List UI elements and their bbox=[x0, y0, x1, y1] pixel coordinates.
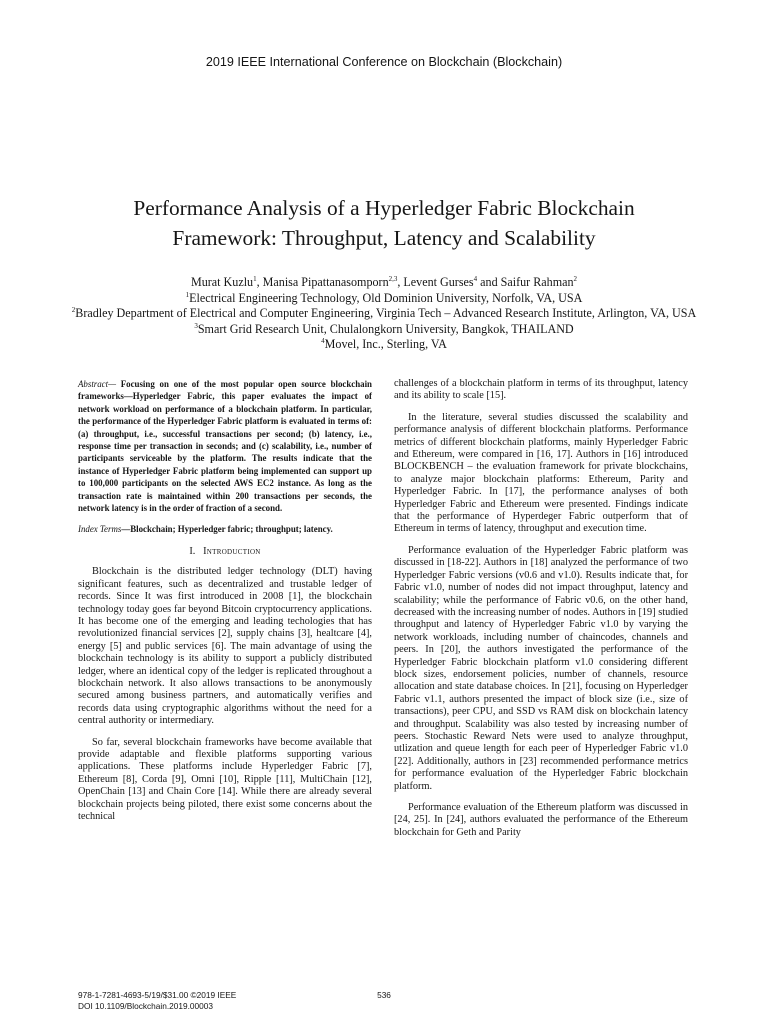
author-name: Murat Kuzlu bbox=[190, 275, 254, 289]
body-paragraph: Blockchain is the distributed ledger technology (DLT) having significant features, such as decentralized and trustable ledger of records. Since It was first introduced in 2008 [1], the blockchain technology today goes far beyond Bitcoin cryptocurrency applications. It has become one of the emerging and leading techologies that has revolutionized financial services [2], supply chains [3], healtcare [4], energy [5] and public services [6]. The main advantage of using the blockchain technology is its ability to support a publicly distributed ledger, where an identical copy of the ledger is replicated throughout a blockchain network. It also allows transactions to be anonymously secured among business partners, and automatically verifies and records data using cryptographic algorithms without the need for a central authority or intermediary. bbox=[78, 566, 372, 727]
author-affil-sup: 2 bbox=[573, 274, 578, 283]
author-name: Levent Gurses bbox=[403, 275, 474, 289]
affiliation bbox=[0, 337, 768, 353]
author-separator: , bbox=[256, 275, 263, 289]
abstract-text: Focusing on one of the most popular open source blockchain frameworks—Hyperledger Fabric, this paper evaluates the impact of network workload on performance of a blockchain platform. In particular, the performance of the Hyperledger Fabric platform is evaluated in terms of: (a) throughput, i.e., successful transactions per second; (b) latency, i.e., response time per transaction in seconds; and (c) scalability, i.e., number of participants serviceable by the platform. The results indicate that the instance of Hyperledger Fabric platform being implemented can support up to 100,000 participants on the selected AWS EC2 instance. As long as the transaction rate is maintained within 200 transactions per seconds, the network latency is in the order of fraction of a second. bbox=[78, 379, 372, 514]
section-number: I. bbox=[189, 545, 196, 557]
affiliation bbox=[0, 322, 768, 338]
affiliation-sup: 4 bbox=[321, 337, 325, 346]
affiliation-text: Electrical Engineering Technology, Old Dominion University, Norfolk, VA, USA bbox=[189, 290, 583, 305]
body-paragraph: So far, several blockchain frameworks have become available that provide adaptable and flexible platforms supporting various applications. These platforms include Hyperledger Fabric [7], Ethereum [8], Corda [9], Omni [10], Ripple [11], MultiChain [12], OpenChain [13] and Chain Core [14]. While there are already several blockchain projects being piloted, there exist some concerns about the technical bbox=[78, 736, 372, 822]
page-number: 536 bbox=[377, 990, 391, 1000]
title-line-2: Framework: Throughput, Latency and Scalability bbox=[172, 226, 596, 250]
affiliation-text: Bradley Department of Electrical and Computer Engineering, Virginia Tech – Advanced Research Institute, Arlington, VA, USA bbox=[75, 306, 697, 321]
footer-isbn: 978-1-7281-4693-5/19/$31.00 ©2019 IEEE bbox=[78, 990, 237, 1000]
conference-header: 2019 IEEE International Conference on Blockchain (Blockchain) bbox=[205, 55, 563, 69]
author-name: Manisa Pipattanasomporn bbox=[262, 275, 389, 289]
title-line-1: Performance Analysis of a Hyperledger Fabric Blockchain bbox=[133, 196, 635, 220]
author-separator: , bbox=[397, 275, 404, 289]
body-paragraph: Performance evaluation of the Ethereum platform was discussed in [24, 25]. In [24], authors evaluated the performance of the Ethereum blockchain for Geth and Parity bbox=[394, 802, 688, 838]
body-paragraph: In the literature, several studies discussed the scalability and performance analysis of different blockchain platforms. Performance metrics of different blockchain platforms, mainly Hyperledger Fabric and Ethereum, were compared in [16, 17]. Authors in [16] introduced BLOCKBENCH – the evaluation framework for private blockchains, to analyze major blockchain platforms: Ethereum, Parity and Hyperledger Fabric. In [17], the performance analyses of both Hyperledger Fabric and Ethereum were presented. Findings indicate that the performance of Hyperdeger Fabric outperform that of Ethereum in terms of latency, throughput and execution time. bbox=[394, 411, 688, 535]
author-separator: and bbox=[477, 275, 501, 289]
author-block bbox=[0, 275, 768, 353]
right-column bbox=[394, 378, 688, 848]
paper-title bbox=[60, 193, 708, 253]
affiliation bbox=[0, 306, 768, 322]
author-name: Saifur Rahman bbox=[500, 275, 574, 289]
affiliation-text: Smart Grid Research Unit, Chulalongkorn University, Bangkok, THAILAND bbox=[197, 321, 574, 336]
affiliation-sup: 1 bbox=[185, 290, 190, 299]
section-heading-introduction bbox=[78, 546, 372, 558]
affiliation-text: Movel, Inc., Sterling, VA bbox=[324, 337, 447, 352]
abstract bbox=[78, 378, 372, 514]
left-column bbox=[78, 378, 372, 832]
affiliation bbox=[0, 291, 768, 307]
abstract-label: Abstract— bbox=[78, 379, 116, 389]
index-terms-label: Index Terms bbox=[78, 524, 122, 535]
body-paragraph: Performance evaluation of the Hyperledger Fabric platform was discussed in [18-22]. Authors in [18] analyzed the performance of two Hyperledger Fabric versions (v0.6 and v1.0). Results indicate that, for Fabric v1.0, number of nodes did not impact throughput, latency and scalability; while the performance of Fabric v0.6, on the other hand, decreased with the increasing number of nodes. Authors in [19] studied throughput and latency of Hyperledger Fabric v1.0 by varying the network workloads, including number of chaincodes, channels and peers. In [20], the authors investigated the performance of the Hyperledger Fabric blockchain platform v1.0 considering different block sizes, endorsement policies, number of channels, resource allocation and state database choices. In [21], focusing on Hyperledger Fabric v1.1, authors presented the impact of block size (i.e., size of transactions), peer CPU, and SSD vs RAM disk on blockchain latency and throughput. Scalability was also tested by increasing number of peers. Stochastic Reward Nets were used to analyze throughput, utlization and queue length for each peer of Hyperledger Fabric v1.0 [22]. Additionally, authors in [23] recommended performance metrics for performance evaluation of the Hyperledger Fabric blockchain platform. bbox=[394, 544, 688, 792]
section-title: Introduction bbox=[203, 545, 261, 557]
index-terms bbox=[78, 523, 372, 535]
affiliation-sup: 3 bbox=[194, 321, 198, 330]
body-paragraph: challenges of a blockchain platform in terms of its throughput, latency and its ability to scale [15]. bbox=[394, 378, 688, 402]
author-affil-sup: 2,3 bbox=[388, 274, 398, 283]
index-terms-text: —Blockchain; Hyperledger fabric; throughput; latency. bbox=[121, 524, 333, 535]
footer-doi: DOI 10.1109/Blockchain.2019.00003 bbox=[78, 1001, 213, 1011]
affiliation-sup: 2 bbox=[71, 306, 76, 315]
author-names bbox=[0, 275, 768, 291]
author-affil-sup: 4 bbox=[473, 274, 478, 283]
author-affil-sup: 1 bbox=[253, 274, 257, 283]
